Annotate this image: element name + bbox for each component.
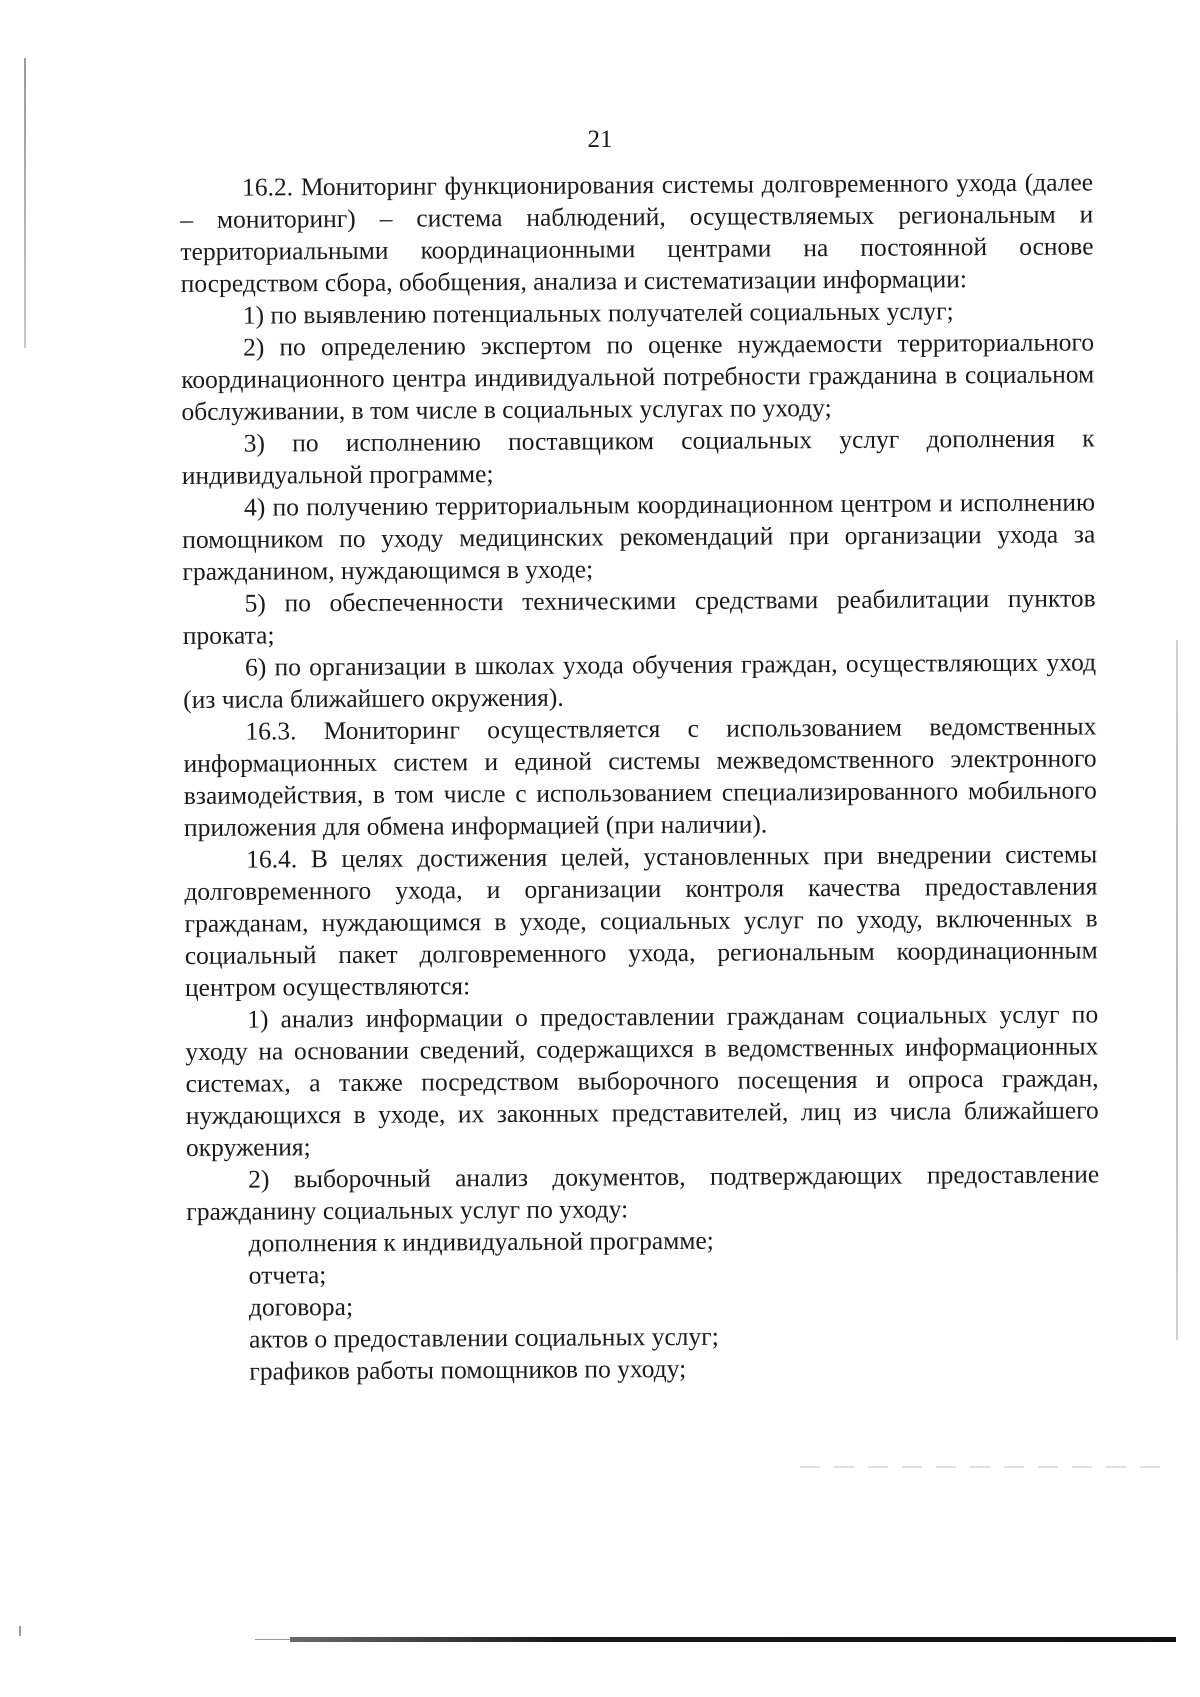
scan-edge-mark [24,58,26,348]
document-list-item: дополнения к индивидуальной программе; [248,1225,714,1258]
list-item-16-2-3: 3) по исполнению поставщиком социальных услуг дополнения к индивидуальной программе; [181,423,1095,490]
list-item-16-2-4: 4) по получению территориальным координационном центром и исполнению помощником по уходу медицинских рекомендаций при организации ухода за гражданином, нуждающимся в уходе; [182,487,1096,586]
page-number: 21 [587,126,613,153]
list-item-16-2-6: 6) по организации в школах ухода обучения граждан, осуществляющих уход (из числа ближайшего окружения). [183,647,1097,714]
document-body [180,166,1100,1388]
list-item-16-2-1: 1) по выявлению потенциальных получателей социальных услуг; [242,296,954,330]
paragraph-16-2: 16.2. Мониторинг функционирования системы долговременного ухода (далее – мониторинг) – система наблюдений, осуществляемых региональным и территориальными координационными центрами на постоянной основе посредством сбора, обобщения, анализа и систематизации информации: [180,167,1094,298]
list-item-16-4-2: 2) выборочный анализ документов, подтверждающих предоставление гражданину социальных услуг по уходу: [186,1159,1100,1226]
paragraph-16-3: 16.3. Мониторинг осуществляется с использованием ведомственных информационных систем и единой системы межведомственного электронного взаимодействия, в том числе с использованием специализированного мобильного приложения для обмена информацией (при наличии). [183,711,1097,842]
bottom-rule [290,1637,1176,1642]
scan-artifact [800,1466,1170,1468]
paragraph-16-4: 16.4. В целях достижения целей, установленных при внедрении системы долговременного ухода, и организации контроля качества предоставления гражданам, нуждающимся в уходе, социальных услуг по уходу, включенных в социальный пакет долговременного ухода, региональным координационным центром осуществляются: [184,839,1098,1002]
scan-edge-mark [1176,640,1178,1340]
list-item-16-4-1: 1) анализ информации о предоставлении гражданам социальных услуг по уходу на основании сведений, содержащихся в ведомственных информационных системах, а также посредством выборочного посещения и опроса граждан, нуждающихся в уходе, их законных представителей, лиц из числа ближайшего окружения; [185,999,1099,1162]
document-list-item: актов о предоставлении социальных услуг; [249,1321,719,1354]
document-list-item: договора; [248,1291,354,1322]
document-list-item: отчета; [248,1260,327,1290]
list-item-16-2-5: 5) по обеспеченности техническими средствами реабилитации пунктов проката; [182,583,1096,650]
bottom-rule-lead [255,1639,290,1640]
list-item-16-2-2: 2) по определению экспертом по оценке нуждаемости территориального координационного центра индивидуальной потребности гражданина в социальном обслуживании, в том числе в социальных услугах по уходу; [181,327,1095,426]
document-list-item: графиков работы помощников по уходу; [249,1353,687,1386]
scan-edge-mark [19,1626,21,1636]
